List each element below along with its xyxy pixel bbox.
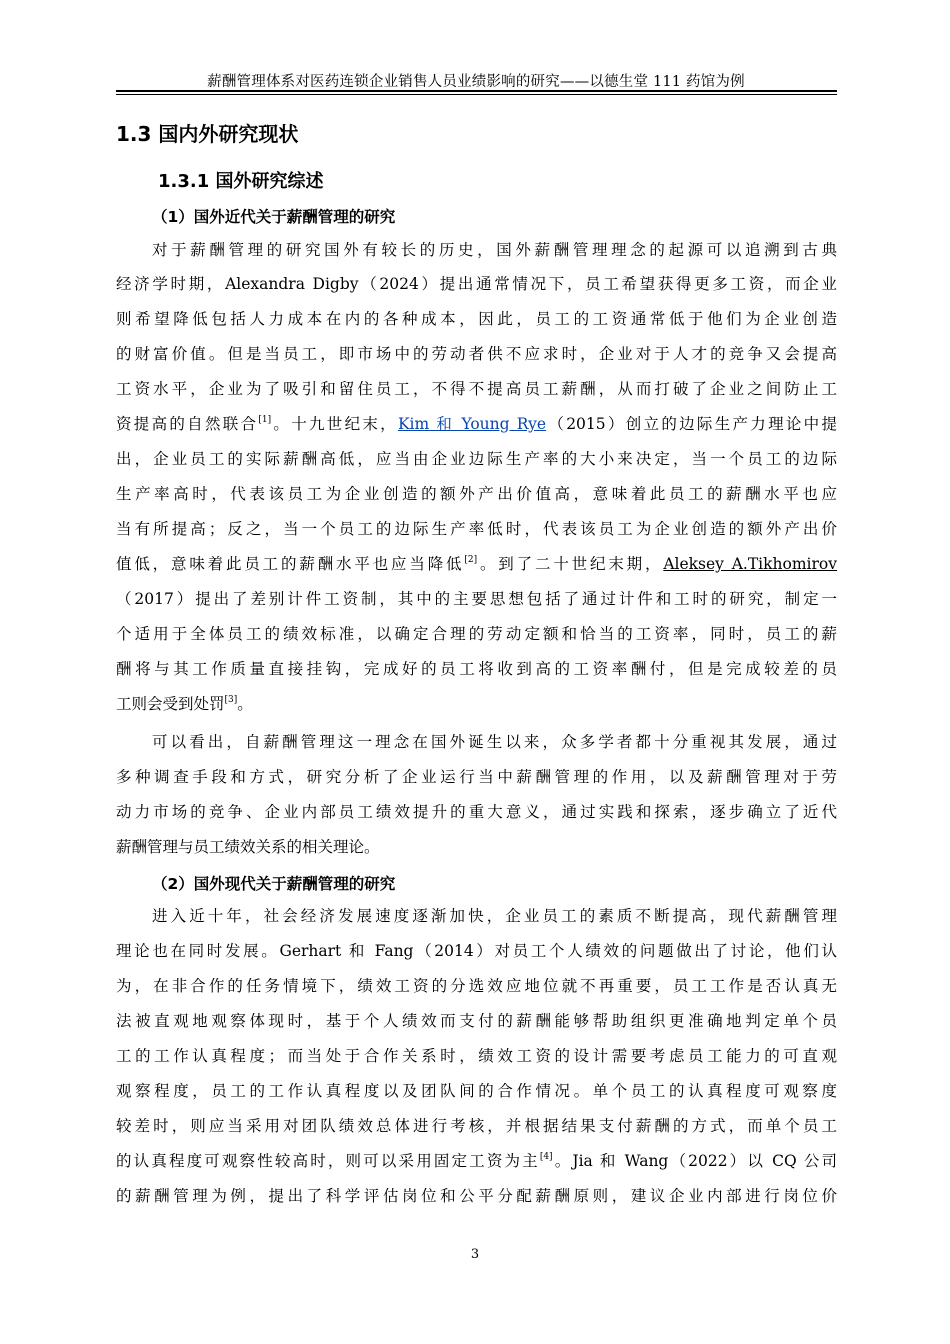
text-line: 较差时，则应当采用对团队绩效总体进行考核，并根据结果支付薪酬的方式，而单个员工 [116, 1117, 837, 1135]
text-span: 。十九世纪末， [271, 415, 398, 433]
text-line: 个适用于全体员工的绩效标准，以确定合理的劳动定额和恰当的工资率，同时，员工的薪 [116, 625, 837, 643]
text-line: 工资水平，企业为了吸引和留住员工，不得不提高员工薪酬，从而打破了企业之间防止工 [116, 380, 837, 398]
section-heading: 1.3 国内外研究现状 [116, 122, 299, 146]
text-line: 薪酬管理与员工绩效关系的相关理论。 [116, 838, 380, 856]
text-line [116, 414, 837, 434]
author-link-kim-young-rye[interactable]: Kim 和 Young Rye [397, 415, 547, 433]
header-title: 薪酬管理体系对医药连锁企业销售人员业绩影响的研究——以德生堂 111 药馆为例 [207, 74, 745, 90]
text-line: 工的工作认真程度；而当处于合作关系时，绩效工资的设计需要考虑员工能力的可直观 [116, 1047, 837, 1065]
text-line [116, 1151, 837, 1171]
author-link-tikhomirov[interactable]: Aleksey A.Tikhomirov [663, 555, 837, 573]
text-line: 经济学时期，Alexandra Digby（2024）提出通常情况下，员工希望获得更多工资，而企业 [116, 275, 837, 293]
text-span: （2015）创立的边际生产力理论中提 [546, 415, 837, 433]
text-span: 的认真程度可观察性较高时，则可以采用固定工资为主 [116, 1152, 540, 1170]
text-line: 的薪酬管理为例，提出了科学评估岗位和公平分配薪酬原则，建议企业内部进行岗位价 [116, 1187, 837, 1205]
text-line: 可以看出，自薪酬管理这一理念在国外诞生以来，众多学者都十分重视其发展，通过 [152, 733, 837, 751]
header-rule-thick [116, 90, 837, 92]
text-line [116, 694, 837, 714]
text-line: 动力市场的竞争、企业内部员工绩效提升的重大意义，通过实践和探索，逐步确立了近代 [116, 803, 837, 821]
text-span: 。到了二十世纪末期， [477, 555, 664, 573]
text-line: 酬将与其工作质量直接挂钩，完成好的员工将收到高的工资率酬付，但是完成较差的员 [116, 660, 837, 678]
citation-ref[interactable]: [1] [258, 414, 272, 425]
text-line: 多种调查手段和方式，研究分析了企业运行当中薪酬管理的作用，以及薪酬管理对于劳 [116, 768, 837, 786]
text-span: 。 [237, 695, 253, 713]
text-line: 的财富价值。但是当员工，即市场中的劳动者供不应求时，企业对于人才的竞争又会提高 [116, 345, 837, 363]
text-line: 生产率高时，代表该员工为企业创造的额外产出价值高，意味着此员工的薪酬水平也应 [116, 485, 837, 503]
header-rule-thin [116, 94, 837, 95]
text-line: 观察程度，员工的工作认真程度以及团队间的合作情况。单个员工的认真程度可观察度 [116, 1082, 837, 1100]
text-span: 工则会受到处罚 [116, 695, 225, 713]
text-span: 值低，意味着此员工的薪酬水平也应当降低 [116, 555, 465, 573]
text-line: 法被直观地观察体现时，基于个人绩效而支付的薪酬能够帮助组织更准确地判定单个员 [116, 1012, 837, 1030]
citation-ref[interactable]: [2] [464, 554, 478, 565]
text-line: （2017）提出了差别计件工资制，其中的主要思想包括了通过计件和工时的研究，制定一 [116, 590, 837, 608]
text-span: 。Jia 和 Wang（2022）以 CQ 公司 [552, 1152, 837, 1170]
page-number: 3 [470, 1247, 480, 1262]
text-span: 资提高的自然联合 [116, 415, 259, 433]
sub2-heading: （2）国外现代关于薪酬管理的研究 [152, 875, 396, 893]
text-line: 进入近十年，社会经济发展速度逐渐加快，企业员工的素质不断提高，现代薪酬管理 [152, 907, 837, 925]
text-line: 则希望降低包括人力成本在内的各种成本，因此，员工的工资通常低于他们为企业创造 [116, 310, 837, 328]
text-line: 理论也在同时发展。Gerhart 和 Fang（2014）对员工个人绩效的问题做出了讨论，他们认 [116, 942, 837, 960]
subsection-heading: 1.3.1 国外研究综述 [158, 171, 324, 192]
text-line: 对于薪酬管理的研究国外有较长的历史，国外薪酬管理理念的起源可以追溯到古典 [152, 241, 837, 259]
text-line: 出，企业员工的实际薪酬高低，应当由企业边际生产率的大小来决定，当一个员工的边际 [116, 450, 837, 468]
citation-ref[interactable]: [4] [539, 1151, 553, 1162]
text-line: 为，在非合作的任务情境下，绩效工资的分选效应地位就不再重要，员工工作是否认真无 [116, 977, 837, 995]
text-line [116, 554, 837, 574]
sub1-heading: （1）国外近代关于薪酬管理的研究 [152, 208, 396, 226]
text-line: 当有所提高；反之，当一个员工的边际生产率低时，代表该员工为企业创造的额外产出价 [116, 520, 837, 538]
citation-ref[interactable]: [3] [224, 694, 238, 705]
